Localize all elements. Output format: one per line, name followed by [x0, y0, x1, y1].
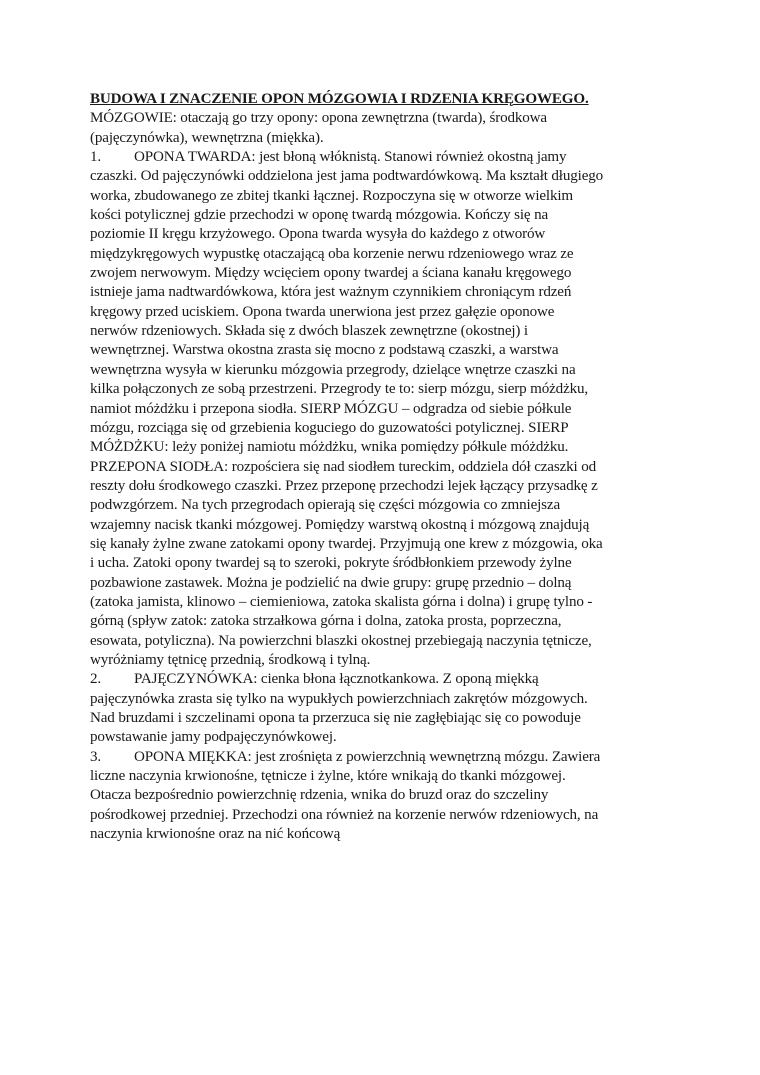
text-line: kości potylicznej gdzie przechodzi w oponę twardą mózgowia. Kończy się na: [90, 207, 549, 224]
text-line: esowata, potyliczna). Na powierzchni blaszki okostnej przebiegają naczynia tętnicze,: [90, 632, 592, 649]
text-line: istnieje jama nadtwardówkowa, która jest ważnym czynnikiem chroniącym rdzeń: [90, 284, 572, 301]
text-line: MÓZGOWIE: otaczają go trzy opony: opona zewnętrzna (twarda), środkowa: [90, 110, 547, 127]
text-line: namiot móżdżku i przepona siodła. SIERP MÓZGU – odgradza od siebie półkule: [90, 400, 572, 417]
text-line: kilka połączonych ze sobą przestrzeni. Przegrody te to: sierp mózgu, sierp móżdżku,: [90, 381, 589, 398]
text-line: Nad bruzdami i szczelinami opona ta przerzuca się nie zagłębiając się co powoduje: [90, 710, 581, 726]
document-body: [90, 90, 670, 844]
text-line: nerwów rdzeniowych. Składa się z dwóch blaszek zewnętrzne (okostnej) i: [90, 323, 528, 340]
text-line: PAJĘCZYNÓWKA: cienka błona łącznotkankowa. Z oponą miękką: [134, 671, 539, 688]
list-number: 1.: [90, 149, 102, 166]
text-line: wyróżniamy tętnicę przednią, środkową i tylną.: [90, 651, 371, 668]
text-line: liczne naczynia krwionośne, tętnicze i żylne, które wnikają do tkanki mózgowej.: [90, 768, 566, 785]
document-title: BUDOWA I ZNACZENIE OPON MÓZGOWIA I RDZENIA KRĘGOWEGO.: [90, 91, 589, 107]
text-line: wzajemny nacisk tkanki mózgowej. Pomiędzy warstwą okostną i mózgową znajdują: [90, 516, 590, 533]
text-line: MÓŻDŻKU: leży poniżej namiotu móżdżku, wnika pomiędzy półkule móżdżku.: [90, 439, 569, 456]
text-line: wewnętrzna wysyła w kierunku mózgowia przegrody, dzielące wnętrze czaszki na: [90, 361, 576, 378]
text-line: zwojem nerwowym. Między wcięciem opony twardej a ściana kanału kręgowego: [90, 265, 572, 282]
text-line: się kanały żylne zwane zatokami opony twardej. Przyjmują one krew z mózgowia, oka: [90, 535, 603, 552]
numbered-line: [90, 670, 670, 689]
text-line: pozbawione zastawek. Można je podzielić na dwie grupy: grupę przednio – dolną: [90, 574, 572, 591]
list-number: 3.: [90, 748, 102, 765]
text-line: worka, zbudowanego ze zbitej tkanki łącznej. Rozpoczyna się w otworze wielkim: [90, 187, 574, 204]
text-line: powstawanie jamy podpajęczynówkowej.: [90, 729, 337, 746]
text-line: poziomie II kręgu krzyżowego. Opona twarda wysyła do każdego z otworów: [90, 226, 546, 243]
list-number: 2.: [90, 671, 102, 688]
text-line: czaszki. Od pajęczynówki oddzielona jest jama podtwardówkową. Ma kształt długiego: [90, 168, 604, 185]
text-line: podwzgórzem. Na tych przegrodach opierają się części mózgowia co zmniejsza: [90, 497, 561, 514]
numbered-line: [90, 748, 670, 767]
text-line: mózgu, rozciąga się od grzebienia koguciego do guzowatości potylicznej. SIERP: [90, 419, 569, 436]
text-line: naczynia krwionośne oraz na nić końcową: [90, 826, 341, 843]
text-line: OPONA MIĘKKA: jest zrośnięta z powierzchnią wewnętrzną mózgu. Zawiera: [134, 748, 601, 765]
text-line: Otacza bezpośrednio powierzchnię rdzenia, wnika do bruzd oraz do szczeliny: [90, 787, 549, 804]
text-line: (zatoka jamista, klinowo – ciemieniowa, zatoka skalista górna i dolna) i grupę tylno -: [90, 593, 593, 610]
numbered-line: [90, 148, 670, 167]
text-line: górną (spływ zatok: zatoka strzałkowa górna i dolna, zatoka prosta, poprzeczna,: [90, 613, 562, 630]
text-line: pajęczynówka zrasta się tylko na wypukłych powierzchniach zakrętów mózgowych.: [90, 690, 588, 707]
text-line: międzykręgowych wypustkę otaczającą oba korzenie nerwu rdzeniowego wraz ze: [90, 245, 574, 262]
text-line: reszty dołu środkowego czaszki. Przez przeponę przechodzi lejek łączący przysadkę z: [90, 477, 598, 494]
text-line: PRZEPONA SIODŁA: rozpościera się nad siodłem tureckim, oddziela dół czaszki od: [90, 458, 596, 475]
text-line: OPONA TWARDA: jest błoną włóknistą. Stanowi również okostną jamy: [134, 149, 567, 166]
text-line: (pajęczynówka), wewnętrzna (miękka).: [90, 129, 324, 146]
text-line: i ucha. Zatoki opony twardej są to szeroki, pokryte śródbłonkiem przewody żylne: [90, 555, 572, 572]
text-line: wewnętrznej. Warstwa okostna zrasta się mocno z podstawą czaszki, a warstwa: [90, 342, 559, 359]
text-line: pośrodkowej przedniej. Przechodzi ona również na korzenie nerwów rdzeniowych, na: [90, 806, 599, 823]
text-line: kręgowy przed uciskiem. Opona twarda unerwiona jest przez gałęzie oponowe: [90, 303, 555, 320]
